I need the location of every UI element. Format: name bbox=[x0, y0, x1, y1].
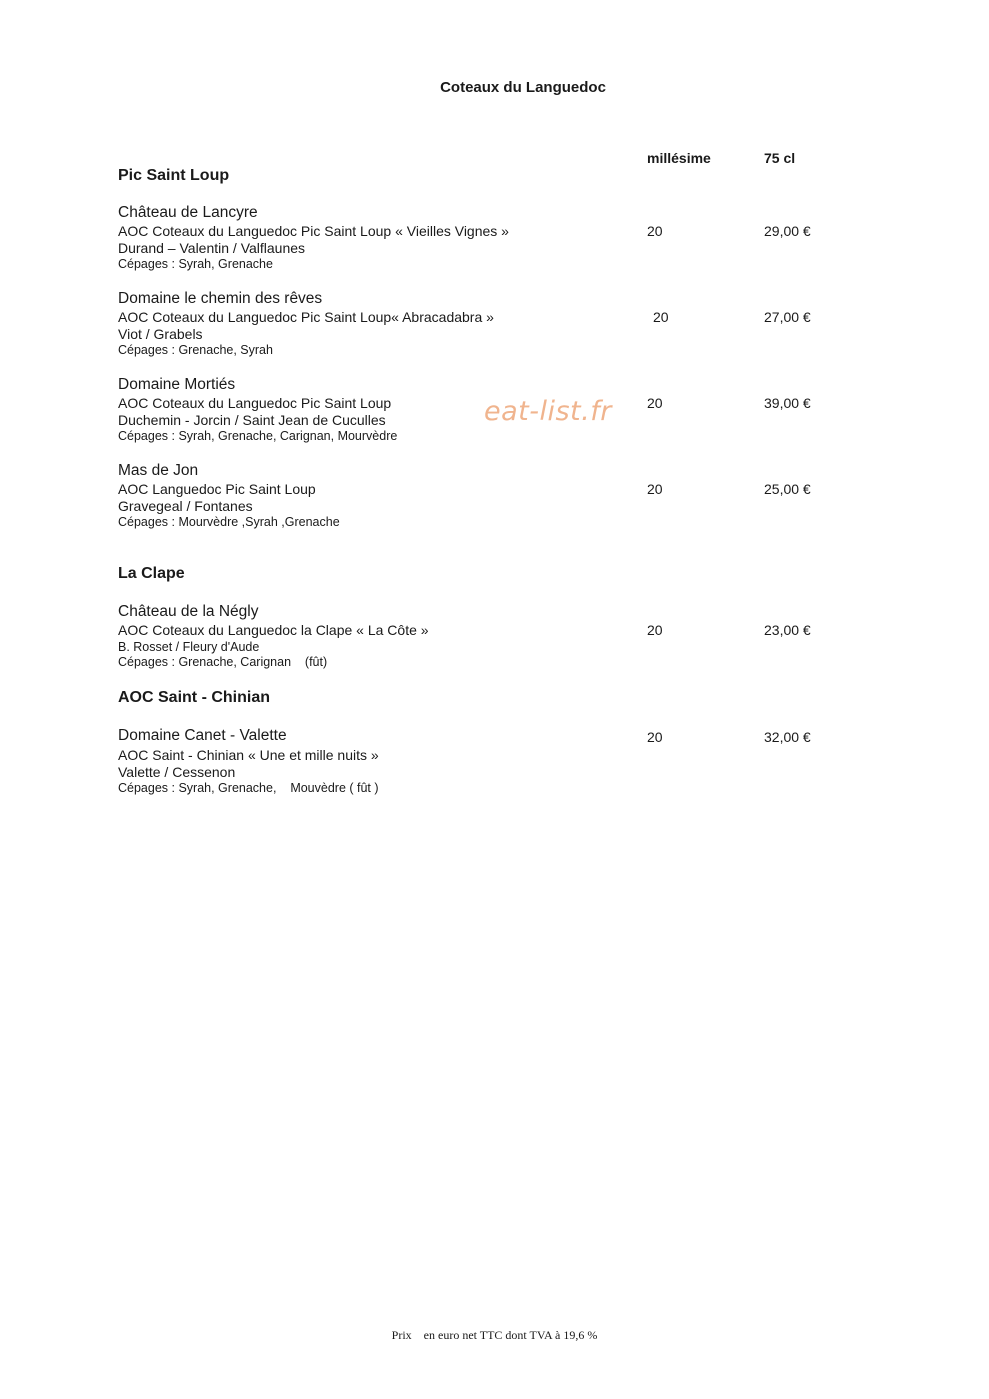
wine-grapes: Cépages : Syrah, Grenache, Carignan, Mourvèdre bbox=[118, 429, 398, 443]
wine-name: Mas de Jon bbox=[118, 462, 199, 479]
watermark: eat-list.fr bbox=[484, 396, 612, 427]
wine-price: 23,00 € bbox=[764, 622, 811, 638]
wine-producer: Viot / Grabels bbox=[118, 326, 203, 342]
wine-appellation: AOC Coteaux du Languedoc la Clape « La Côte » bbox=[118, 622, 429, 638]
wine-producer: B. Rosset / Fleury d'Aude bbox=[118, 640, 260, 654]
wine-price: 32,00 € bbox=[764, 729, 811, 745]
wine-grapes: Cépages : Grenache, Carignan (fût) bbox=[118, 655, 328, 669]
wine-vintage: 20 bbox=[647, 481, 663, 497]
wine-producer: Gravegeal / Fontanes bbox=[118, 498, 253, 514]
wine-producer: Valette / Cessenon bbox=[118, 764, 236, 780]
wine-producer: Duchemin - Jorcin / Saint Jean de Cuculles bbox=[118, 412, 386, 428]
wine-appellation: AOC Languedoc Pic Saint Loup bbox=[118, 481, 316, 497]
wine-grapes: Cépages : Syrah, Grenache, Mouvèdre ( fût ) bbox=[118, 781, 379, 795]
wine-name: Château de la Négly bbox=[118, 603, 259, 620]
wine-appellation: AOC Coteaux du Languedoc Pic Saint Loup « Vieilles Vignes » bbox=[118, 223, 509, 239]
footer-note: Prix en euro net TTC dont TVA à 19,6 % bbox=[391, 1328, 598, 1342]
wine-vintage: 20 bbox=[647, 622, 663, 638]
wine-name: Domaine Canet - Valette bbox=[118, 727, 287, 744]
page-title: Coteaux du Languedoc bbox=[440, 79, 606, 96]
wine-vintage: 20 bbox=[647, 395, 663, 411]
wine-price: 27,00 € bbox=[764, 309, 811, 325]
wine-appellation: AOC Coteaux du Languedoc Pic Saint Loup bbox=[118, 395, 392, 411]
wine-appellation: AOC Coteaux du Languedoc Pic Saint Loup« Abracadabra » bbox=[118, 309, 494, 325]
column-header-size: 75 cl bbox=[764, 150, 796, 166]
section-heading: La Clape bbox=[118, 565, 185, 582]
wine-grapes: Cépages : Mourvèdre ,Syrah ,Grenache bbox=[118, 515, 340, 529]
wine-vintage: 20 bbox=[647, 223, 663, 239]
column-header-vintage: millésime bbox=[647, 150, 711, 166]
wine-vintage: 20 bbox=[647, 729, 663, 745]
wine-grapes: Cépages : Grenache, Syrah bbox=[118, 343, 273, 357]
wine-appellation: AOC Saint - Chinian « Une et mille nuits » bbox=[118, 747, 379, 763]
wine-price: 39,00 € bbox=[764, 395, 811, 411]
wine-producer: Durand – Valentin / Valflaunes bbox=[118, 240, 306, 256]
section-heading: AOC Saint - Chinian bbox=[118, 689, 270, 706]
wine-grapes: Cépages : Syrah, Grenache bbox=[118, 257, 273, 271]
wine-vintage: 20 bbox=[653, 309, 669, 325]
section-heading: Pic Saint Loup bbox=[118, 167, 230, 184]
wine-name: Domaine le chemin des rêves bbox=[118, 290, 323, 307]
wine-name: Château de Lancyre bbox=[118, 204, 258, 221]
wine-price: 25,00 € bbox=[764, 481, 811, 497]
wine-price: 29,00 € bbox=[764, 223, 811, 239]
wine-name: Domaine Mortiés bbox=[118, 376, 236, 393]
